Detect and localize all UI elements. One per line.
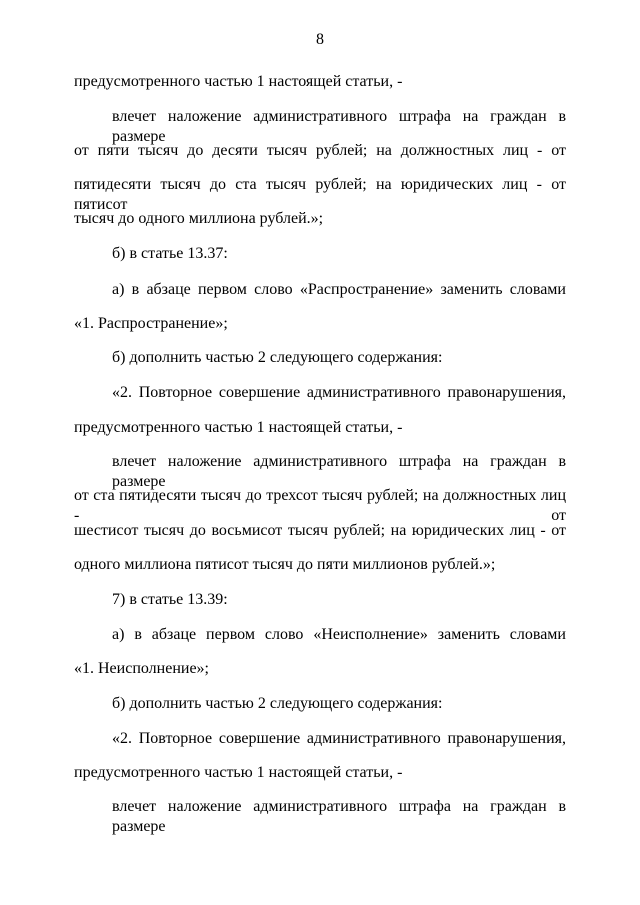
text-line: «2. Повторное совершение административного правонарушения, — [112, 730, 566, 747]
text-line: а) в абзаце первом слово «Неисполнение» заменить словами — [112, 626, 566, 643]
text-line: б) дополнить частью 2 следующего содержания: — [112, 695, 443, 712]
text-line: б) дополнить частью 2 следующего содержания: — [112, 349, 443, 366]
page-number: 8 — [316, 31, 324, 48]
text-line: от пяти тысяч до десяти тысяч рублей; на должностных лиц - от — [74, 142, 566, 159]
text-line: б) в статье 13.37: — [112, 245, 228, 262]
text-line: «1. Неисполнение»; — [74, 660, 209, 677]
text-line: одного миллиона пятисот тысяч до пяти миллионов рублей.»; — [74, 556, 496, 573]
text-line: предусмотренного частью 1 настоящей статьи, - — [74, 419, 403, 436]
text-line: 7) в статье 13.39: — [112, 591, 228, 608]
text-line: влечет наложение административного штрафа на граждан в размере — [112, 453, 566, 490]
text-line: от ста пятидесяти тысяч до трехсот тысяч рублей; на должностных лиц - от — [74, 487, 566, 524]
text-line: предусмотренного частью 1 настоящей статьи, - — [74, 764, 403, 781]
text-line: а) в абзаце первом слово «Распространение» заменить словами — [112, 281, 566, 298]
text-line: «1. Распространение»; — [74, 315, 228, 332]
text-line: предусмотренного частью 1 настоящей статьи, - — [74, 73, 403, 90]
text-line: тысяч до одного миллиона рублей.»; — [74, 210, 324, 227]
text-line: шестисот тысяч до восьмисот тысяч рублей; на юридических лиц - от — [74, 522, 566, 539]
text-line: влечет наложение административного штрафа на граждан в размере — [112, 798, 566, 835]
text-line: «2. Повторное совершение административного правонарушения, — [112, 384, 566, 401]
text-line: влечет наложение административного штрафа на граждан в размере — [112, 108, 566, 145]
text-line: пятидесяти тысяч до ста тысяч рублей; на юридических лиц - от пятисот — [74, 176, 566, 213]
